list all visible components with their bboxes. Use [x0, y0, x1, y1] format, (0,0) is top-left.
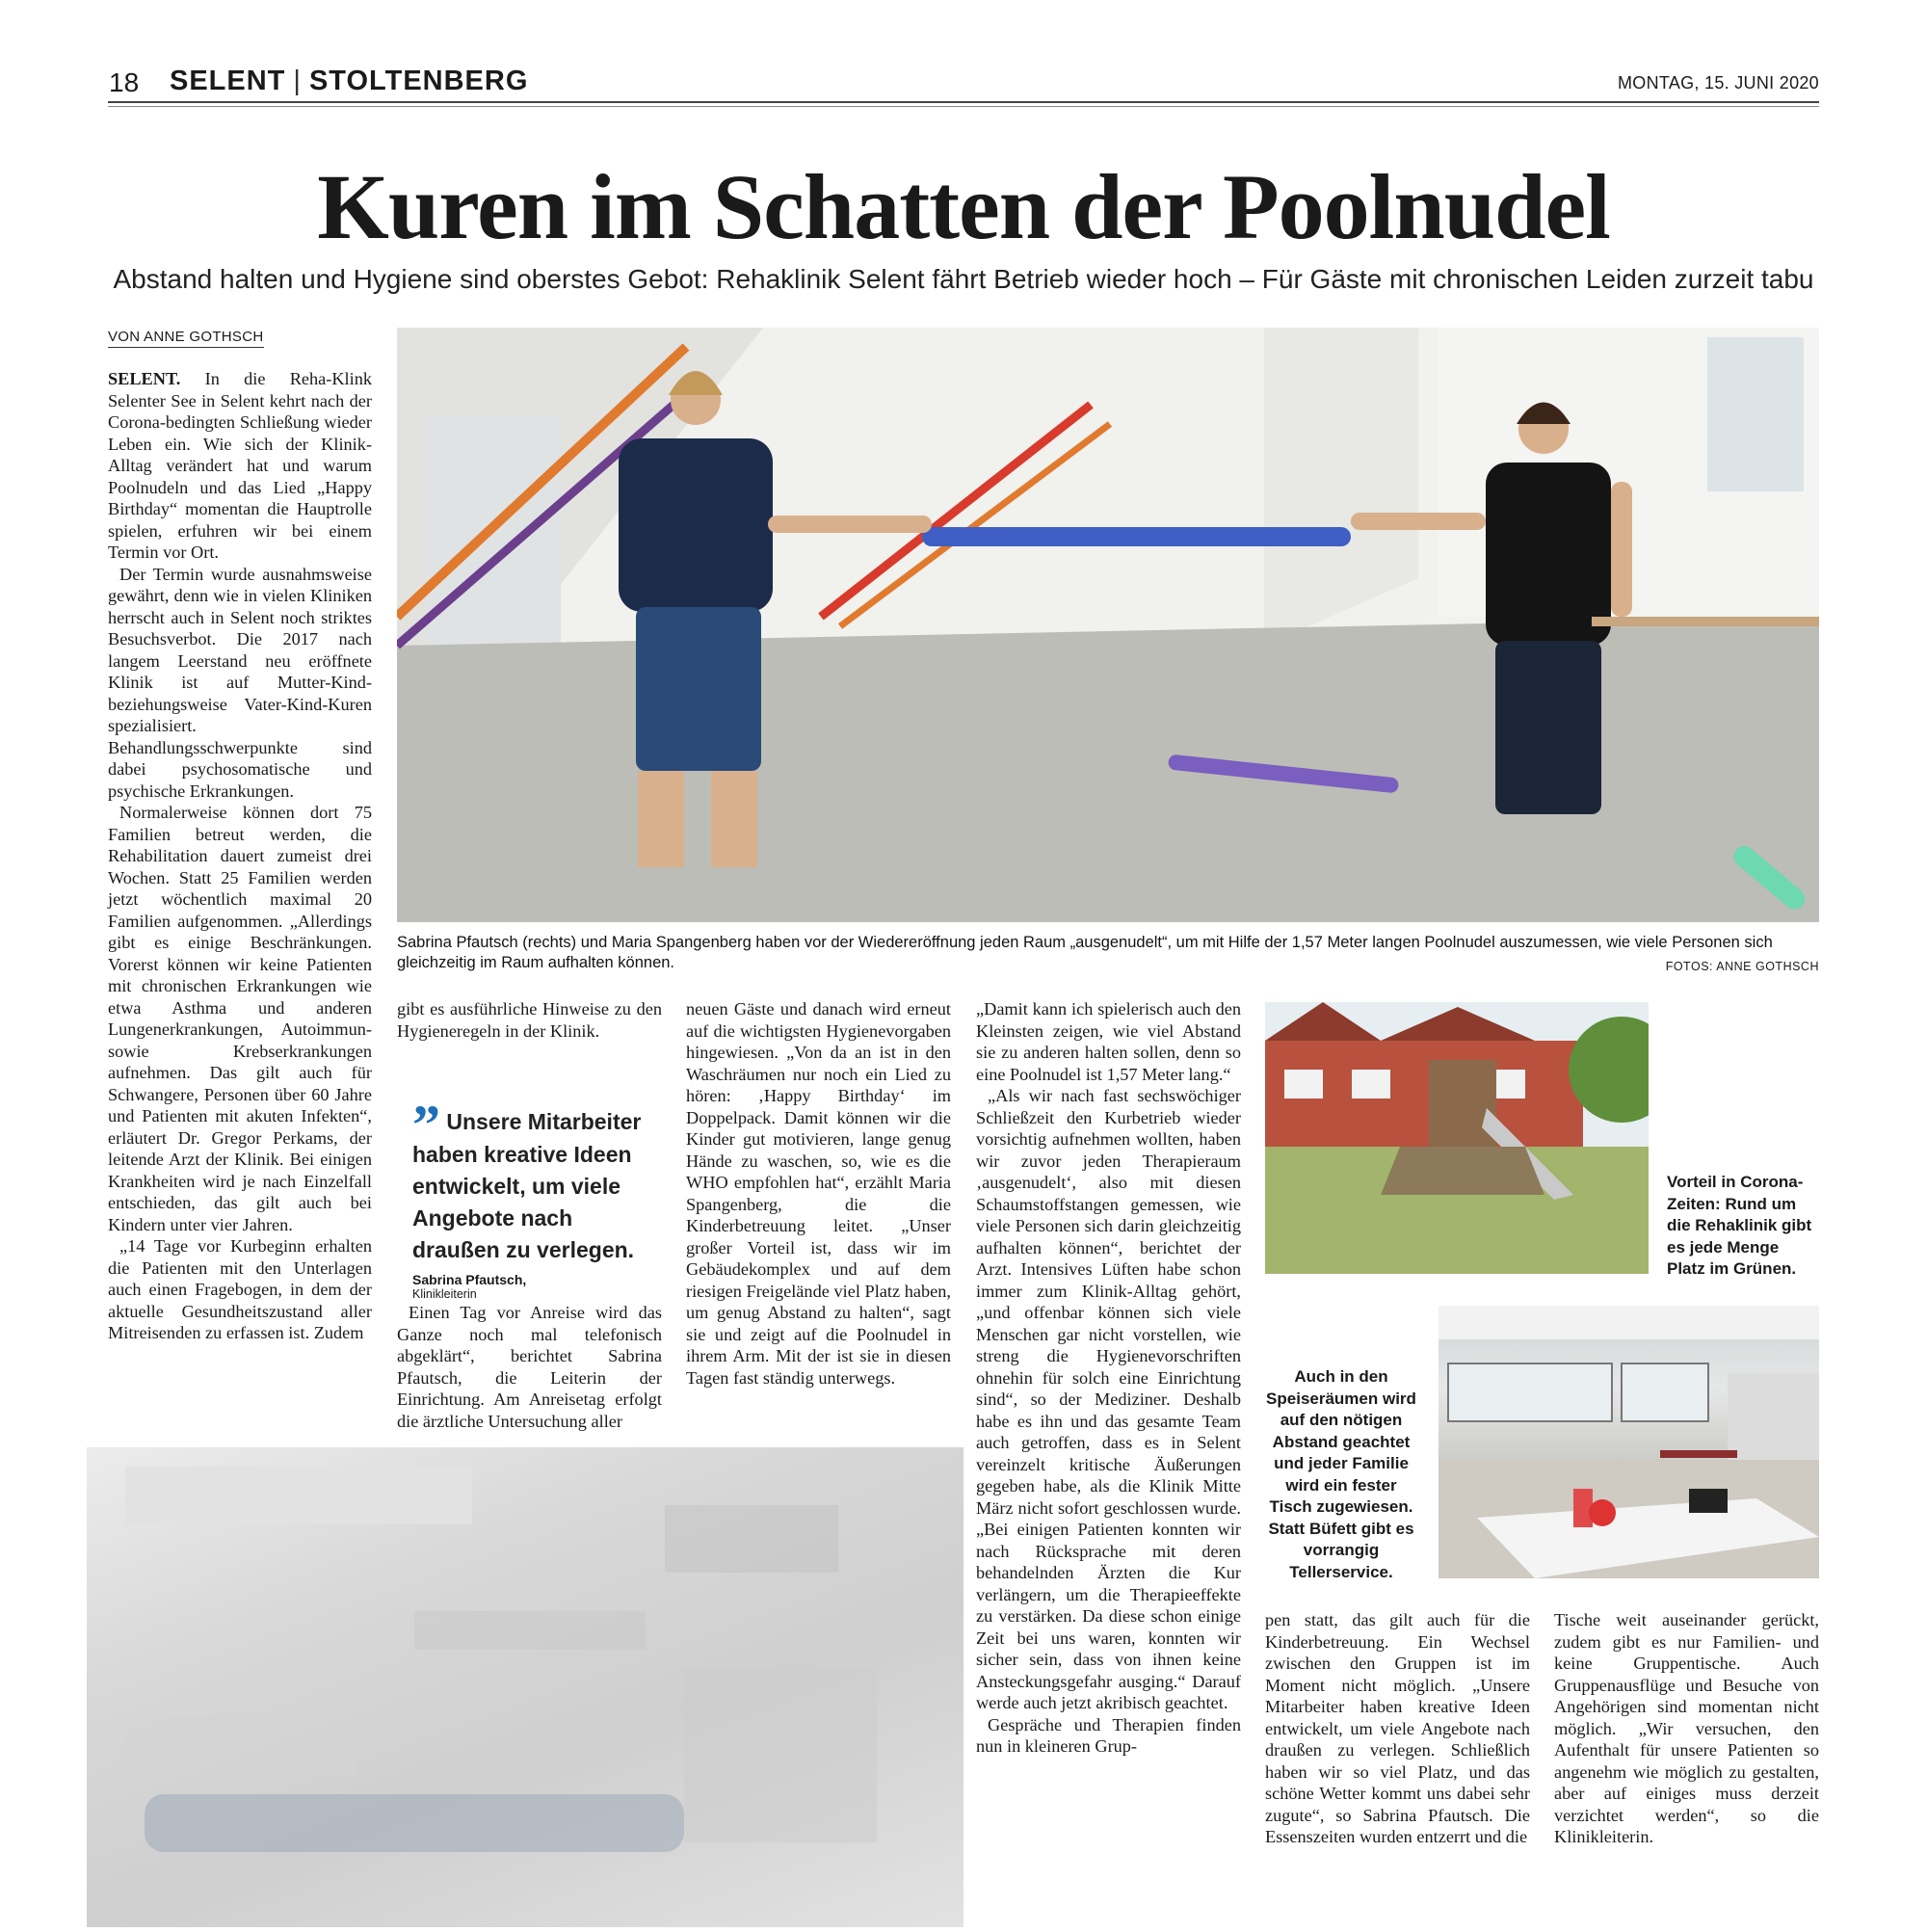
header-rule: [108, 101, 1819, 103]
dining-illustration: [1439, 1306, 1819, 1578]
main-photo-caption: Sabrina Pfautsch (rechts) und Maria Spangenberg haben vor der Wiedereröffnung jeden Raum „ausgenudelt“, um mit Hilfe der 1,57 Meter langen Poolnudel auszumessen, wie viele Personen sich gleichzeitig im Raum aufhalten können.: [397, 934, 1773, 971]
article-paragraph: Gespräche und Therapien finden nun in kleineren Grup-: [976, 1714, 1241, 1756]
subheadline: Abstand halten und Hygiene sind oberstes Gebot: Rehaklinik Selent fährt Betrieb wieder hoch – Für Gäste mit chronischen Leiden zurzeit tabu: [113, 264, 1814, 294]
pull-quote-author: Sabrina Pfautsch,: [412, 1272, 527, 1287]
article-paragraph: pen statt, das gilt auch für die Kinderbetreuung. Ein Wechsel zwischen den Gruppen ist im Moment nicht möglich. „Unsere Mitarbeiter haben kreative Ideen entwickelt, um viele Angebote nach draußen zu verlegen. Schließlich haben wir so viel Platz, und das schöne Wetter kommt uns dabei sehr zugute“, so Sabrina Pfautsch. Die Essenszeiten wurden entzerrt und die: [1265, 1610, 1530, 1846]
lead-text: In die Reha-Klink Selenter See in Selent kehrt nach der Corona-bedingten Schließung wieder Leben ein. Wie sich der Klinik-Alltag verändert hat und warum Poolnudeln und das Lied „Happy Birthday“ momentan die Hauptrolle spielen, erfuhren wir bei einem Termin vor Ort.: [108, 369, 372, 562]
page-number: 18: [109, 67, 140, 97]
dining-room-photo: [1439, 1306, 1819, 1578]
article-paragraph: „14 Tage vor Kurbeginn erhalten die Patienten mit den Unterlagen auch einen Fragebogen, in dem der aktuelle Gesundheitszustand aller Mitreisenden zu erfassen ist. Zudem: [108, 1236, 372, 1342]
article-paragraph: Normalerweise können dort 75 Familien betreut werden, die Rehabilitation dauert zumeist drei Wochen. Statt 25 Familien werden jetzt wöchentlich maximal 20 Familien aufgenommen. „Allerdings gibt es einige Beschränkungen. Vorerst können wir keine Patienten mit chronischen Erkrankungen wie etwa Asthma und anderen Lungenerkrankungen, Autoimmun- sowie Krebserkrankungen aufnehmen. Das gilt auch für Schwangere, Personen über 60 Jahre und Patienten mit akuten Infekten“, erläutert Dr. Gregor Perkams, der leitende Arzt der Klinik. Bei einigen Krankheiten wird je nach Einzelfall entschieden, das gilt auch bei Kindern unter vier Jahren.: [108, 803, 372, 1234]
article-paragraph: Der Termin wurde ausnahmsweise gewährt, denn wie in vielen Kliniken herrscht auch in Selent noch striktes Besuchsverbot. Die 2017 nach langem Leerstand neu eröffnete Klinik ist auf Mutter-Kind- beziehungsweise Vater-Kind-Kuren spezialisiert. Behandlungsschwerpunkte sind dabei psychosomatische und psychische Erkrankungen.: [108, 564, 372, 801]
article-paragraph: gibt es ausführliche Hinweise zu den Hygieneregeln in der Klinik.: [397, 999, 662, 1041]
main-photo-poolnoodle: [397, 328, 1819, 922]
dining-caption: Auch in den Speiseräumen wird auf den nötigen Abstand geachtet und jeder Familie wird ein fester Tisch zugewiesen. Statt Büfett gibt es vorrangig Tellerservice.: [1266, 1367, 1416, 1581]
quote-mark-icon: ”: [412, 1094, 440, 1156]
playground-caption: Vorteil in Corona-Zeiten: Rund um die Rehaklinik gibt es jede Menge Platz im Grünen.: [1667, 1173, 1812, 1278]
blurred-advertisement: [87, 1447, 964, 1927]
playground-illustration: [1265, 1002, 1649, 1274]
article-paragraph: „Als wir nach fast sechswöchiger Schließzeit den Kurbetrieb wieder vorsichtig aufnehmen wollten, haben wir zuvor jeden Therapieraum ‚ausgenudelt‘, also mit diesen Schaumstoffstangen gemessen, wie viele Personen sich darin gleichzeitig aufhalten können“, berichtet der Arzt. Intensives Lüften habe schon immer zum Klinik-Alltag gehört, „und offenbar können sich viele Menschen gar nicht vorstellen, wie streng die Hygienevorschriften ohnehin für solch eine Einrichtung sind“, so der Mediziner. Deshalb habe es ihn und das gesamte Team auch getroffen, dass es in Selent vereinzelt kritische Äußerungen gegeben habe, als die Klinik Mitte März nicht sofort geschlossen wurde. „Bei einigen Patienten konnten wir nach Rücksprache mit deren behandelnden Ärzten die Kur verlängern, um die Therapieeffekte zu verstärken. Da diese schon einige Zeit bei uns waren, konnten wir sicher sein, dass von ihnen keine Ansteckungsgefahr ausging.“ Darauf werde auch jetzt akribisch geachtet.: [976, 1086, 1241, 1712]
pull-quote-role: Klinikleiterin: [412, 1287, 477, 1301]
article-column-1: [108, 368, 372, 1344]
header-rule-thin: [108, 106, 1819, 107]
pull-quote-body: Unsere Mitarbeiter haben kreative Ideen entwickelt, um viele Angebote nach draußen zu verlegen.: [412, 1109, 642, 1262]
section-title: [170, 66, 528, 97]
pull-quote-text: [412, 1094, 663, 1266]
issue-date: MONTAG, 15. JUNI 2020: [1617, 73, 1819, 93]
article-column-4: [976, 998, 1241, 1758]
section-separator: |: [293, 66, 302, 96]
dateline: SELENT.: [108, 369, 181, 388]
article-paragraph: neuen Gäste und danach wird erneut auf die wichtigsten Hygienevorgaben hingewiesen. „Von da an ist in den Waschräumen nur noch ein Lied zu hören: ‚Happy Birthday‘ im Doppelpack. Damit können wir die Kinder gut motivieren, lange genug Hände zu waschen, so, wie es die WHO empfohlen hat“, erzählt Maria Spangenberg, die die Kinderbetreuung leitet. „Unser großer Vorteil ist, dass wir im Gebäudekomplex und auf dem riesigen Freigelände viel Platz haben, um genug Abstand zu halten“, sagt sie und zeigt auf die Poolnudel in ihrem Arm. Mit der ist sie in diesen Tagen fast ständig unterwegs.: [686, 999, 951, 1388]
article-paragraph: „Damit kann ich spielerisch auch den Kleinsten zeigen, wie viel Abstand sie zu anderen halten sollen, denn so eine Poolnudel ist 1,57 Meter lang.“: [976, 999, 1241, 1084]
article-column-2-continued: [397, 1302, 662, 1432]
article-column-5: [1265, 1609, 1530, 1848]
byline: VON ANNE GOTHSCH: [108, 329, 264, 348]
article-column-3: [686, 998, 951, 1389]
article-column-2: [397, 998, 662, 1042]
headline: Kuren im Schatten der Poolnudel: [317, 155, 1610, 258]
main-photo-illustration: [397, 328, 1819, 922]
section-right: STOLTENBERG: [308, 66, 529, 96]
section-left: SELENT: [170, 66, 286, 96]
playground-photo: [1265, 1002, 1649, 1274]
article-paragraph: [108, 368, 372, 564]
photo-credit: FOTOS: ANNE GOTHSCH: [1665, 960, 1819, 973]
article-paragraph: Einen Tag vor Anreise wird das Ganze noch mal telefonisch abgeklärt“, berichtet Sabrina Pfautsch, die Leiterin der Einrichtung. Am Anreisetag erfolgt die ärztliche Untersuchung aller: [397, 1303, 662, 1431]
article-column-6: [1554, 1609, 1819, 1848]
pull-quote: [412, 1094, 663, 1301]
blurred-ad-shapes: [87, 1447, 964, 1927]
article-paragraph: Tische weit auseinander gerückt, zudem gibt es nur Familien- und keine Gruppentische. Auch Gruppenausflüge und Besuche von Angehörigen sind momentan nicht möglich. „Wir versuchen, den Aufenthalt für unsere Patienten so angenehm wie möglich zu gestalten, aber auf einiges muss derzeit verzichtet werden“, so die Klinikleiterin.: [1554, 1610, 1819, 1846]
